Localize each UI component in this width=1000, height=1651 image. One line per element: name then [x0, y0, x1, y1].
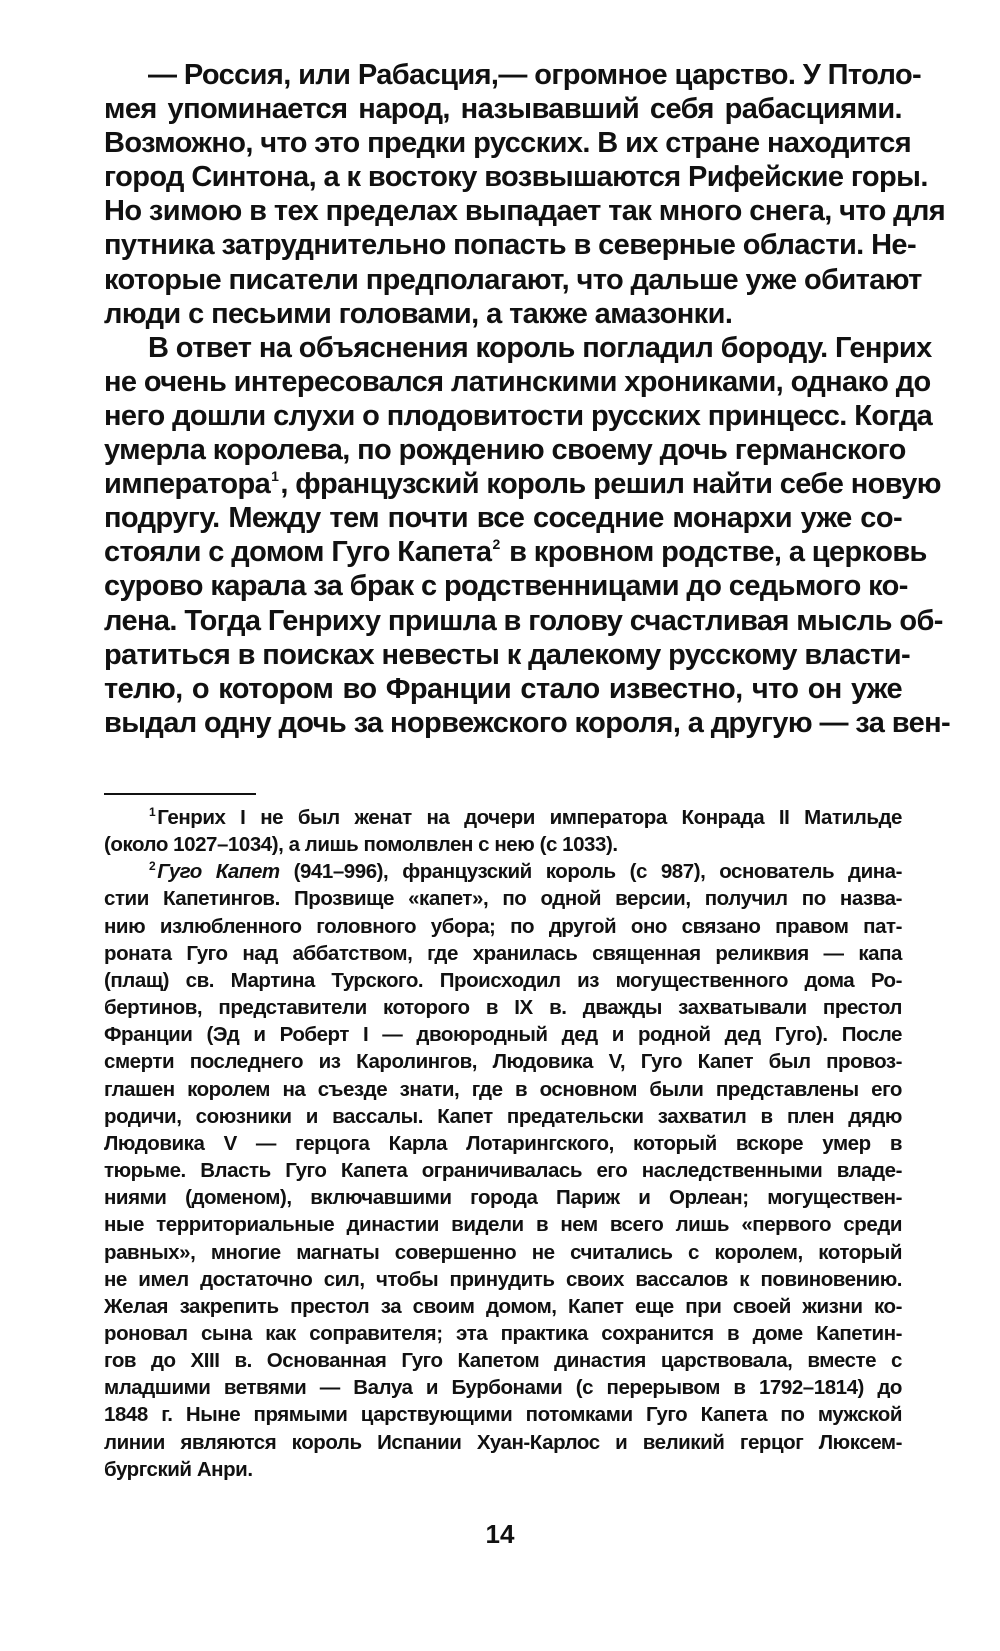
- footnotes: [104, 804, 902, 1483]
- text-line: него дошли слухи о плодовитости русских принцесс. Когда: [104, 399, 933, 432]
- footnote-line: 1848 г. Ныне прямыми царствующими потомками Гуго Капета по мужской: [104, 1403, 902, 1427]
- text-segment: (941–996), французский король (с 987), основатель дина-: [279, 860, 902, 884]
- footnote-line: роната Гуго над аббатством, где хранилась священная реликвия — капа: [104, 941, 902, 965]
- text-line: [104, 467, 941, 501]
- footnote-line: ные территориальные династии видели в нем всего лишь «первого среди: [104, 1213, 902, 1237]
- text-line: Но зимою в тех пределах выпадает так много снега, что для: [104, 195, 946, 228]
- footnote-line: гов до XIII в. Основанная Гуго Капетом династия царствовала, вместе с: [104, 1349, 902, 1373]
- footnote-line: смерти последнего из Каролингов, Людовика V, Гуго Капет был провоз-: [104, 1050, 902, 1074]
- footnote-line: родичи, союзники и вассалы. Капет предательски захватил в плен дядю: [104, 1104, 902, 1128]
- text-line: люди с песьими головами, а также амазонки.: [104, 297, 733, 330]
- footnote-name: Гуго Капет: [157, 860, 280, 884]
- page-number: 14: [485, 1519, 515, 1549]
- text-line: сурово карала за брак с родственницами до седьмого ко-: [104, 570, 908, 603]
- footnote-line: [104, 804, 902, 831]
- text-line: [104, 535, 927, 569]
- footnote-line: тюрьме. Власть Гуго Капета ограничивалась его наследственными владе-: [104, 1159, 902, 1183]
- footnote-line: равных», многие магнаты совершенно не считались с королем, который: [104, 1240, 902, 1264]
- text-line: которые писатели предполагают, что дальше уже обитают: [104, 263, 922, 296]
- footnote-line: не имел достаточно сил, чтобы принудить своих вассалов к повиновению.: [104, 1267, 902, 1291]
- text-line: умерла королева, по рождению своему дочь германского: [104, 434, 906, 467]
- text-line: путника затруднительно попасть в северные области. Не-: [104, 229, 917, 262]
- footnote-line: бургский Анри.: [104, 1457, 253, 1481]
- text-line: мея упоминается народ, называвший себя рабасциями.: [104, 93, 902, 126]
- footnote-line: Франции (Эд и Роберт I — двоюродный дед и родной дед Гуго). После: [104, 1023, 902, 1047]
- footnote-marker-1: 1: [149, 805, 156, 819]
- main-text: [104, 58, 951, 740]
- footnote-line: (около 1027–1034), а лишь помолвлен с нею (с 1033).: [104, 833, 618, 857]
- footnote-line: (плащ) св. Мартина Турского. Происходил из могущественного дома Ро-: [104, 968, 902, 992]
- text-line: лена. Тогда Генриху пришла в голову счастливая мысль об-: [104, 604, 943, 637]
- footnote-line: [104, 858, 902, 885]
- text-segment: стояли с домом Гуго Капета: [104, 536, 492, 569]
- footnote-separator: [104, 793, 256, 795]
- text-segment: , французский король решил найти себе новую: [280, 468, 941, 501]
- text-line: телю, о котором во Франции стало известно, что он уже: [104, 672, 902, 705]
- text-line: Возможно, что это предки русских. В их стране находится: [104, 127, 912, 160]
- text-line: выдал одну дочь за норвежского короля, а другую — за вен-: [104, 706, 951, 739]
- text-line: город Синтона, а к востоку возвышаются Рифейские горы.: [104, 161, 928, 194]
- text-segment: императора: [104, 468, 271, 501]
- footnote-ref-1: 1: [271, 468, 279, 485]
- footnote-line: роновал сына как соправителя; эта практика сохранится в доме Капетин-: [104, 1321, 902, 1345]
- footnote-line: нию излюбленного головного убора; по другой оно связано правом пат-: [104, 914, 902, 938]
- footnote-line: младшими ветвями — Валуа и Бурбонами (с перерывом в 1792–1814) до: [104, 1376, 902, 1400]
- text-line: не очень интересовался латинскими хрониками, однако до: [104, 365, 931, 398]
- text-line: подругу. Между тем почти все соседние монархи уже со-: [104, 502, 902, 535]
- footnote-line: Людовика V — герцога Карла Лотарингского, который вскоре умер в: [104, 1131, 902, 1155]
- footnote-line: глашен королем на съезде знати, где в основном были представлены его: [104, 1077, 902, 1101]
- footnote-ref-2: 2: [492, 536, 500, 553]
- footnote-line: бертинов, представители которого в IX в. дважды захватывали престол: [104, 996, 902, 1020]
- text-line: ратиться в поисках невесты к далекому русскому власти-: [104, 638, 911, 671]
- text-line: В ответ на объяснения король погладил бороду. Генрих: [148, 331, 932, 364]
- footnote-line: ниями (доменом), включавшими города Париж и Орлеан; могуществен-: [104, 1186, 902, 1210]
- footnote-marker-2: 2: [149, 859, 156, 874]
- text-line: — Россия, или Рабасция,— огромное царство. У Птоло-: [148, 59, 922, 91]
- footnote-line: стии Капетингов. Прозвище «капет», по одной версии, получил по назва-: [104, 887, 902, 911]
- footnote-line: линии являются король Испании Хуан-Карлос и великий герцог Люксем-: [104, 1430, 902, 1454]
- text-segment: в кровном родстве, а церковь: [501, 536, 927, 569]
- text-segment: Генрих I не был женат на дочери императора Конрада II Матильде: [157, 806, 902, 829]
- footnote-line: Желая закрепить престол за своим домом, Капет еще при своей жизни ко-: [104, 1294, 902, 1318]
